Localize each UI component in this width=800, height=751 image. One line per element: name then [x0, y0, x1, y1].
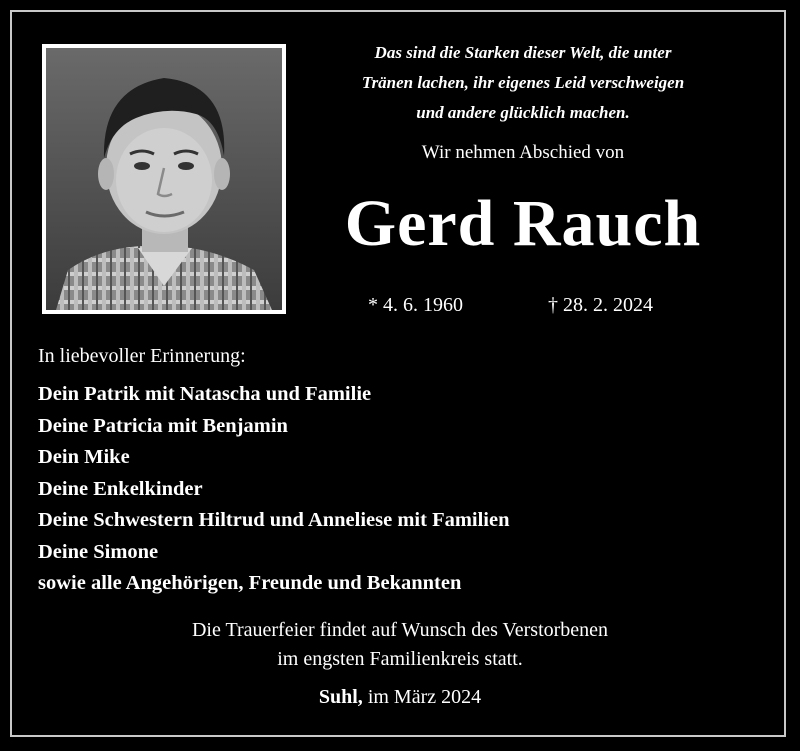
birth-date: * 4. 6. 1960 — [368, 294, 463, 316]
quote-line: und andere glücklich machen. — [416, 103, 630, 122]
place-date: im März 2024 — [367, 686, 482, 708]
mourners-list — [38, 379, 510, 600]
funeral-service-note — [60, 616, 740, 674]
mourner-entry: sowie alle Angehörigen, Freunde und Bekannten — [38, 572, 462, 594]
mourner-entry: Deine Schwestern Hiltrud und Anneliese mit Familien — [38, 509, 510, 531]
mourner-entry: Deine Simone — [38, 540, 159, 563]
memory-heading: In liebevoller Erinnerung: — [38, 345, 246, 367]
mourner-entry: Dein Patrik mit Natascha und Familie — [38, 383, 372, 405]
portrait-photo — [42, 44, 286, 314]
portrait-image — [46, 48, 282, 310]
memorial-quote — [300, 38, 746, 128]
place-and-date — [60, 686, 740, 709]
mourner-entry: Deine Enkelkinder — [38, 477, 203, 500]
place-city: Suhl, — [318, 686, 363, 708]
portrait-illustration — [46, 48, 282, 310]
life-dates — [300, 294, 746, 320]
quote-line: Das sind die Starken dieser Welt, die unter — [374, 43, 672, 62]
quote-line: Tränen lachen, ihr eigenes Leid verschweigen — [361, 73, 685, 92]
service-line: Die Trauerfeier findet auf Wunsch des Verstorbenen — [191, 619, 609, 641]
mourner-entry: Deine Patricia mit Benjamin — [38, 414, 288, 437]
farewell-intro: Wir nehmen Abschied von — [421, 142, 625, 163]
mourner-entry: Dein Mike — [38, 446, 130, 468]
deceased-name: Gerd Rauch — [344, 187, 702, 260]
death-date: † 28. 2. 2024 — [548, 294, 653, 316]
service-line: im engsten Familienkreis statt. — [277, 648, 523, 670]
